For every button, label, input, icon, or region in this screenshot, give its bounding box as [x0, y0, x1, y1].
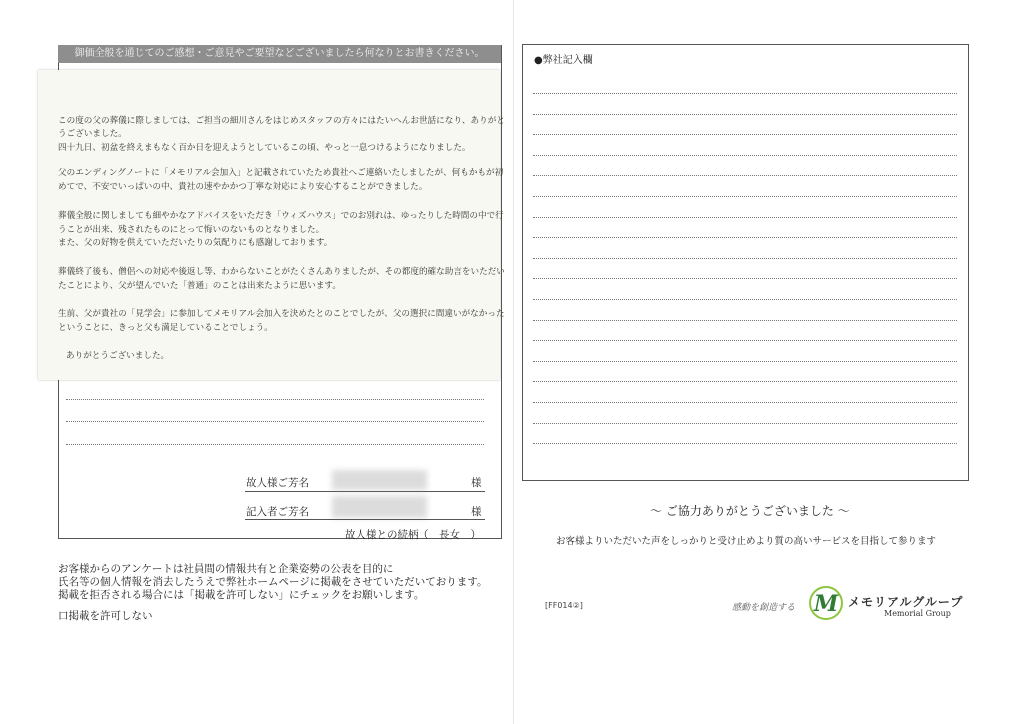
staff-entry-line: [533, 320, 957, 321]
writing-line: [66, 399, 484, 400]
brand-name-en: Memorial Group: [884, 609, 951, 618]
thanks-message: 〜 ご協力ありがとうございました 〜: [650, 504, 850, 518]
logo-letter: M: [813, 591, 839, 617]
letter-line: この度の父の葬儀に際しましては、ご担当の細川さんをはじめスタッフの方々にはたいへんお世話になり、ありがと: [58, 116, 505, 126]
honorific: 様: [471, 477, 482, 489]
redacted-name: [332, 470, 427, 490]
notice-line: 掲載を拒否される場合には「掲載を許可しない」にチェックをお願いします。: [58, 589, 425, 601]
staff-entry-line: [533, 155, 957, 156]
memorial-group-logo-icon: [808, 585, 844, 621]
letter-line: 葬儀終了後も、僧侶への対応や後返し等、わからないことがたくさんありましたが、その都度的確な助言をいただい: [58, 267, 505, 277]
staff-entry-line: [533, 258, 957, 259]
letter-line: ありがとうございました。: [66, 351, 170, 361]
staff-entry-line: [533, 237, 957, 238]
letter-line: ということに、きっと父も満足していることでしょう。: [58, 323, 273, 333]
comment-form-header: 御価全般を通じてのご感想・ご意見やご要望などございましたら何なりとお書きください。: [58, 45, 501, 63]
letter-line: 四十九日、初盆を終えまもなく百か日を迎えようとしているこの頃、やっと一息つけるようになりました。: [58, 143, 471, 153]
staff-entry-line: [533, 299, 957, 300]
staff-entry-line: [533, 423, 957, 424]
staff-entry-title: ●弊社記入欄: [534, 55, 593, 66]
staff-entry-box: [522, 44, 969, 481]
writing-line: [66, 421, 484, 422]
brand-tagline: 感動を創造する: [732, 603, 796, 613]
writing-line: [66, 444, 484, 445]
staff-entry-line: [533, 381, 957, 382]
letter-line: 葬儀全般に関しましても細やかなアドバイスをいただき「ウィズハウス」でのお別れは、ゆったりした時間の中で行: [58, 211, 504, 221]
relation-value: （ 長女 ）: [418, 529, 481, 541]
form-code: [FF014②]: [545, 601, 583, 610]
staff-entry-line: [533, 114, 957, 115]
letter-line: うことが出来、残されたものにとって悔いのないものとなりました。: [58, 225, 325, 235]
staff-entry-line: [533, 217, 957, 218]
brand-name-ja: メモリアルグループ: [848, 595, 964, 609]
staff-entry-line: [533, 402, 957, 403]
service-message: お客様よりいただいた声をしっかりと受け止めより質の高いサービスを目指して参ります: [556, 536, 937, 547]
staff-entry-line: [533, 361, 957, 362]
letter-line: 生前、父が貴社の「見学会」に参加してメモリアル会加入を決めたとのことでしたが、父の選択に間違いがなかった: [58, 309, 505, 319]
notice-line: お客様からのアンケートは社員間の情報共有と企業姿勢の公表を目的に: [58, 563, 394, 575]
name-underline: [245, 519, 485, 520]
relation-label: 故人様との続柄: [345, 529, 419, 541]
staff-entry-line: [533, 93, 957, 94]
staff-entry-line: [533, 134, 957, 135]
letter-line: たことにより、父が望んでいた「普通」のことは出来たように思います。: [58, 281, 341, 291]
page-fold: [513, 0, 514, 724]
no-publish-checkbox[interactable]: 口掲載を許可しない: [58, 610, 153, 622]
staff-entry-line: [533, 175, 957, 176]
letter-line: また、父の好物を供えていただいたりの気配りにも感謝しております。: [58, 238, 333, 248]
notice-line: 氏名等の個人情報を消去したうえで弊社ホームページに掲載をさせていただいております。: [58, 576, 488, 588]
staff-entry-line: [533, 278, 957, 279]
staff-entry-line: [533, 196, 957, 197]
redacted-name: [332, 496, 427, 518]
deceased-name-label: 故人様ご芳名: [246, 477, 309, 489]
staff-entry-line: [533, 340, 957, 341]
honorific: 様: [471, 506, 482, 518]
writer-name-label: 記入者ご芳名: [246, 506, 309, 518]
handwritten-letter: [38, 70, 505, 380]
staff-entry-line: [533, 443, 957, 444]
name-underline: [245, 491, 485, 492]
letter-line: 父のエンディングノートに「メモリアル会加入」と記載されていたため貴社へご連絡いたしましたが、何もかもが初: [58, 168, 504, 178]
letter-line: うございました。: [58, 129, 127, 139]
letter-line: めてで、不安でいっぱいの中、貴社の速やかかつ丁寧な対応により安心することができました。: [58, 182, 428, 192]
